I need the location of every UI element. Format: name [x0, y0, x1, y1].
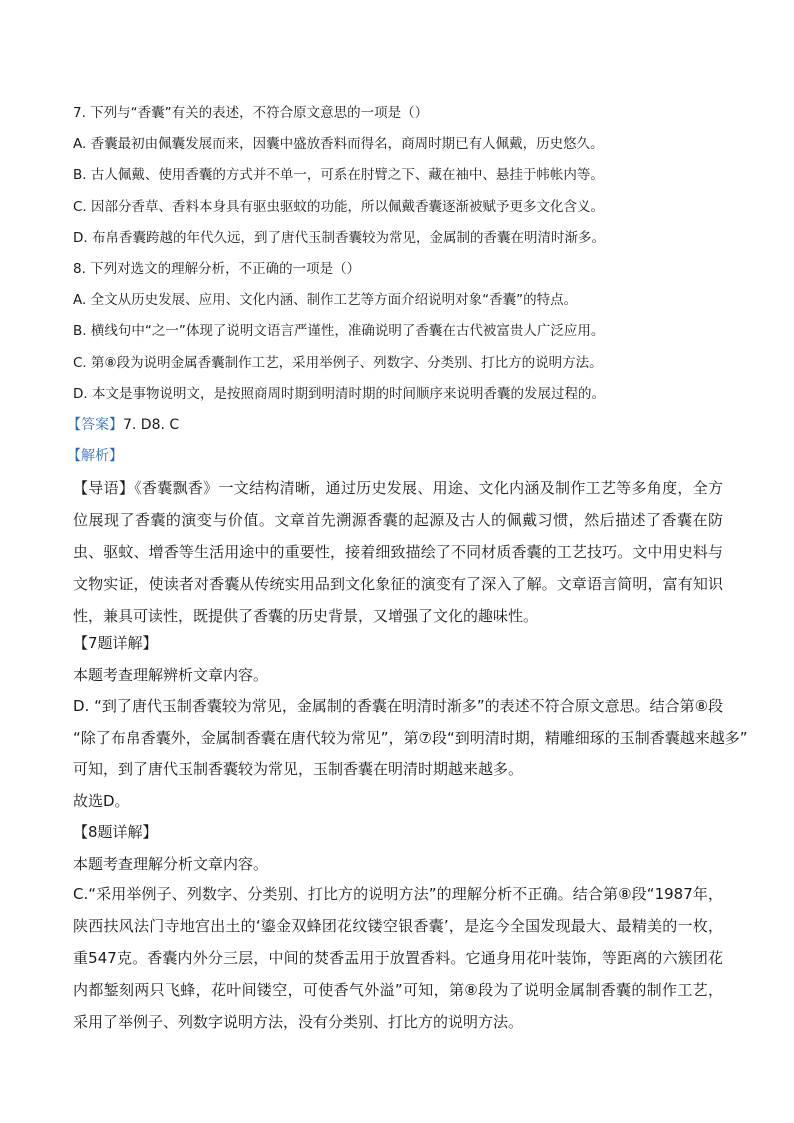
guide-paragraph: 【导语】《香囊飘香》一文结构清晰，通过历史发展、用途、文化内涵及制作工艺等多角度，全方位展现了香囊的演变与价值。文章首先溯源香囊的起源及古人的佩戴习惯，然后描述了香囊在防虫、驱蚊、增香等生活用途中的重要性，接着细致描绘了不同材质香囊的工艺技巧。文中用史料与文物实证，使读者对香囊从传统实用品到文化象征的演变有了深入了解。文章语言简明，富有知识性，兼具可读性，既提供了香囊的历史背景，又增强了文化的趣味性。: [73, 479, 723, 625]
answer-text: 7. D8. C: [123, 417, 180, 433]
detail-7-line-2: “除了布帛香囊外，金属制香囊在唐代较为常见”，第⑦段“到明清时期，精雕细琢的玉制香囊越来越多”: [73, 729, 748, 747]
detail-7-conclusion: 故选D。: [73, 792, 130, 810]
detail-7-intro: 本题考查理解辨析文章内容。: [73, 666, 269, 684]
analysis-line: [67, 446, 123, 466]
answer-label: 【答案】: [67, 417, 123, 433]
question-7-option-c: C. 因部分香草、香料本身具有驱虫驱蚊的功能，所以佩戴香囊逐渐被赋予更多文化含义。: [73, 199, 605, 215]
detail-8-intro: 本题考查理解分析文章内容。: [73, 855, 269, 873]
answer-line: [67, 415, 179, 435]
detail-7-heading: 【7题详解】: [73, 634, 158, 652]
question-7-option-b: B. 古人佩戴、使用香囊的方式并不单一，可系在肘臂之下、藏在袖中、悬挂于帏帐内等。: [73, 167, 604, 183]
detail-8-body: C.“采用举例子、列数字、分类别、打比方的说明方法”的理解分析不正确。结合第⑧段“1987年，陕西扶风法门寺地宫出土的‘鎏金双蜂团花纹镂空银香囊’，是迄今全国发现最大、最精美的一枚，重547克。香囊内外分三层，中间的焚香盂用于放置香料。它通身用花叶装饰，等距离的六簇团花内都錾刻两只飞蜂，花叶间镂空，可使香气外溢”可知，第⑧段为了说明金属制香囊的制作工艺，采用了举例子、列数字说明方法，没有分类别、打比方的说明方法。: [73, 885, 723, 1031]
detail-8-heading: 【8题详解】: [73, 823, 158, 841]
detail-7-line-3: 可知，到了唐代玉制香囊较为常见，玉制香囊在明清时期越来越多。: [73, 760, 524, 778]
question-7-option-a: A. 香囊最初由佩囊发展而来，因囊中盛放香料而得名，商周时期已有人佩戴，历史悠久。: [73, 136, 604, 152]
question-8-option-d: D. 本文是事物说明文，是按照商周时期到明清时期的时间顺序来说明香囊的发展过程的。: [73, 386, 605, 402]
analysis-label: 【解析】: [67, 448, 123, 464]
question-8-option-a: A. 全文从历史发展、应用、文化内涵、制作工艺等方面介绍说明对象“香囊”的特点。: [73, 292, 578, 308]
question-8-stem: 8. 下列对选文的理解分析，不正确的一项是（）: [73, 261, 361, 277]
question-8-option-b: B. 横线句中“之一”体现了说明文语言严谨性，准确说明了香囊在古代被富贵人广泛应用。: [73, 323, 605, 339]
question-7-option-d: D. 布帛香囊跨越的年代久远，到了唐代玉制香囊较为常见，金属制的香囊在明清时渐多。: [73, 230, 605, 246]
detail-7-line-1: D. “到了唐代玉制香囊较为常见，金属制的香囊在明清时渐多”的表述不符合原文意思。结合第⑧段: [73, 697, 724, 715]
question-8-option-c: C. 第⑧段为说明金属香囊制作工艺，采用举例子、列数字、分类别、打比方的说明方法。: [73, 355, 603, 371]
question-7-stem: 7. 下列与“香囊”有关的表述，不符合原文意思的一项是（）: [73, 105, 429, 121]
